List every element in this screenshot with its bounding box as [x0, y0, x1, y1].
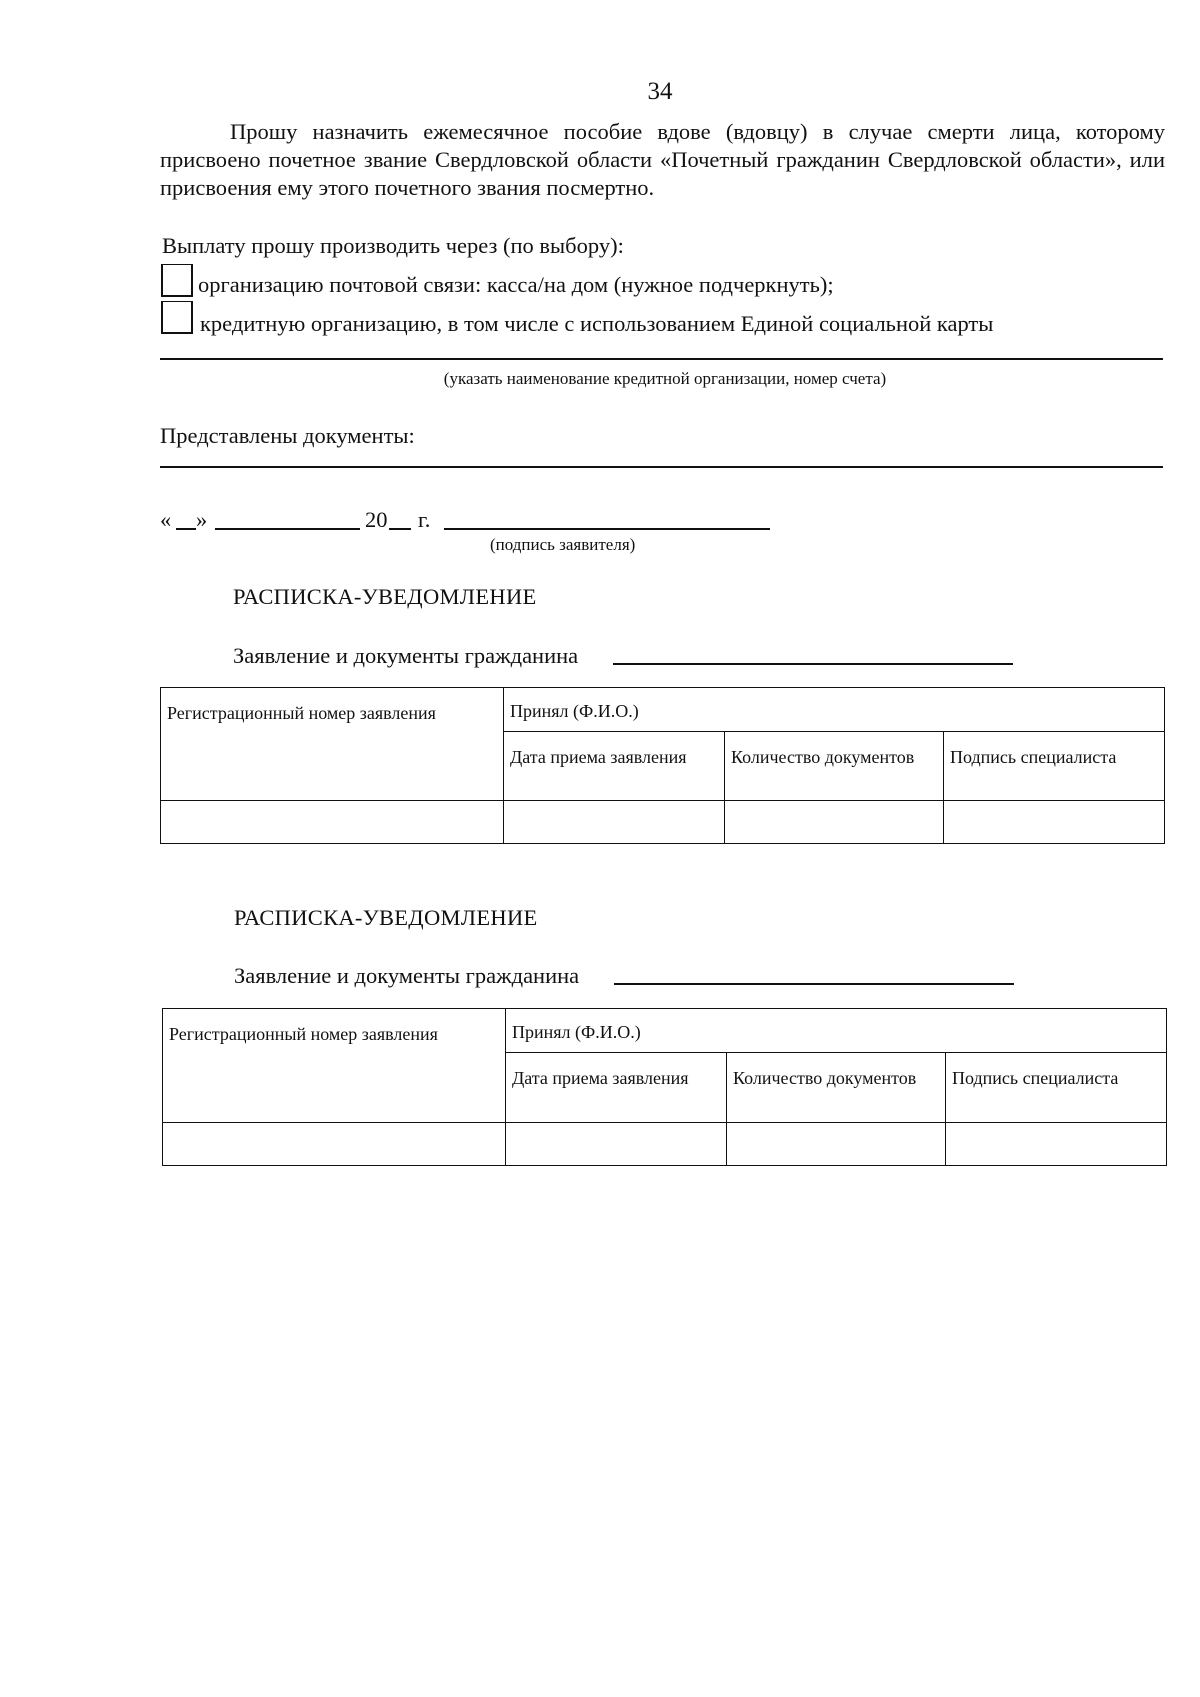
day-field[interactable] — [176, 528, 196, 530]
document-count-cell[interactable] — [727, 1123, 946, 1166]
year-suffix: г. — [418, 507, 431, 532]
documents-label: Представлены документы: — [160, 423, 415, 448]
receipt-2-citizen-field[interactable] — [614, 983, 1014, 985]
documents-field[interactable] — [160, 466, 1163, 468]
reg-number-cell[interactable] — [161, 801, 504, 844]
post-office-option-label: организацию почтовой связи: касса/на дом (нужное подчеркнуть); — [198, 272, 834, 297]
payment-intro: Выплату прошу производить через (по выбору): — [162, 233, 624, 258]
bank-checkbox[interactable] — [161, 301, 193, 334]
specialist-signature-cell[interactable] — [946, 1123, 1167, 1166]
bank-option-label: кредитную организацию, в том числе с использованием Единой социальной карты — [200, 311, 994, 336]
date-open-quote: « — [160, 507, 172, 532]
receipt-1-citizen-field[interactable] — [613, 663, 1013, 665]
acceptance-date-cell[interactable] — [504, 801, 725, 844]
accepted-by-header: Принял (Ф.И.О.) — [506, 1009, 1167, 1053]
receipt-2-title: РАСПИСКА-УВЕДОМЛЕНИЕ — [234, 905, 538, 930]
request-paragraph: Прошу назначить ежемесячное пособие вдове (вдовцу) в случае смерти лица, которому присвоено почетное звание Свердловской области «Почетный гражданин Свердловской области», или присвоения ему этого почетного звания посмертно. — [160, 119, 1165, 200]
receipt-1-table — [160, 687, 1165, 844]
reg-number-cell[interactable] — [163, 1123, 506, 1166]
reg-number-header: Регистрационный номер заявления — [163, 1009, 506, 1123]
acceptance-date-cell[interactable] — [506, 1123, 727, 1166]
specialist-signature-cell[interactable] — [944, 801, 1165, 844]
bank-details-field[interactable] — [160, 358, 1163, 360]
signature-field[interactable] — [444, 528, 770, 530]
document-count-header: Количество документов — [727, 1053, 946, 1123]
acceptance-date-header: Дата приема заявления — [506, 1053, 727, 1123]
date-close-quote: » — [196, 507, 208, 532]
document-count-cell[interactable] — [725, 801, 944, 844]
post-office-checkbox[interactable] — [161, 264, 193, 297]
year-field[interactable] — [389, 528, 411, 530]
receipt-2-table — [162, 1008, 1167, 1166]
year-prefix: 20 — [365, 507, 388, 532]
acceptance-date-header: Дата приема заявления — [504, 732, 725, 801]
page-number: 34 — [647, 78, 673, 105]
specialist-signature-header: Подпись специалиста — [946, 1053, 1167, 1123]
bank-details-caption: (указать наименование кредитной организации, номер счета) — [443, 369, 887, 388]
document-count-header: Количество документов — [725, 732, 944, 801]
specialist-signature-header: Подпись специалиста — [944, 732, 1165, 801]
signature-caption: (подпись заявителя) — [490, 535, 636, 554]
receipt-2-citizen-label: Заявление и документы гражданина — [234, 963, 580, 988]
month-field[interactable] — [215, 528, 360, 530]
receipt-1-citizen-label: Заявление и документы гражданина — [233, 643, 579, 668]
accepted-by-header: Принял (Ф.И.О.) — [504, 688, 1165, 732]
receipt-1-title: РАСПИСКА-УВЕДОМЛЕНИЕ — [233, 584, 537, 609]
reg-number-header: Регистрационный номер заявления — [161, 688, 504, 801]
